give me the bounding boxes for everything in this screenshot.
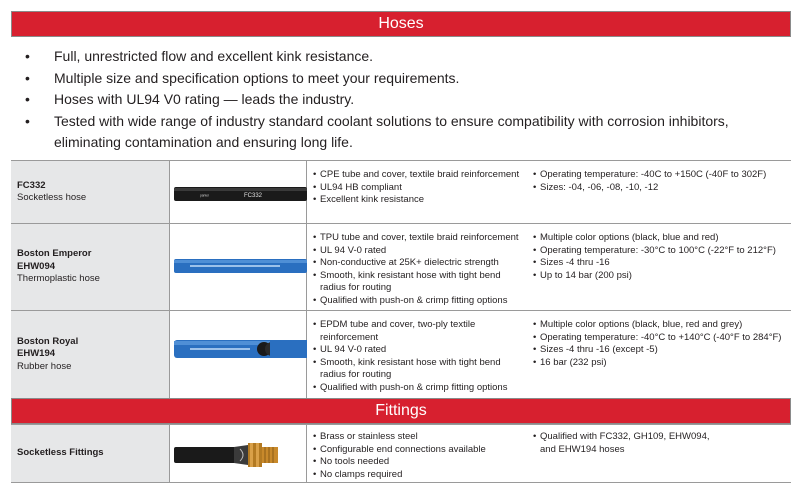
spec-item: • Sizes -4 thru -16 (except -5) xyxy=(533,344,791,357)
spec-item: • Sizes -4 thru -16 xyxy=(533,257,791,270)
hose-brand-mark: parker xyxy=(200,193,210,198)
feature-item: • Tested with wide range of industry standard coolant solutions to ensure compatibility with corrosion inhibitors, eliminating contamination and ensuring long life. xyxy=(25,112,729,150)
spec-item: • Brass or stainless steel xyxy=(313,431,528,444)
product-specs xyxy=(307,311,791,398)
product-row-fc332 xyxy=(11,160,791,223)
product-type: Thermoplastic hose xyxy=(17,273,100,285)
spec-item: • Configurable end connections available xyxy=(313,444,528,457)
spec-column-right xyxy=(533,319,791,369)
spec-item: • Qualified with FC332, GH109, EHW094, and EHW194 hoses xyxy=(533,431,713,456)
feature-item: • Full, unrestricted flow and excellent kink resistance. xyxy=(11,46,791,68)
spec-item: • 16 bar (232 psi) xyxy=(533,357,791,370)
bullet: • xyxy=(25,69,30,86)
spec-item: • Multiple color options (black, blue, red and grey) xyxy=(533,319,791,332)
hose-image-ehw194 xyxy=(170,311,307,398)
product-code: EHW194 xyxy=(17,348,56,360)
bullet: • xyxy=(25,91,30,107)
product-name: FC332 xyxy=(17,179,46,191)
product-name-cell xyxy=(11,311,170,398)
fitting-image xyxy=(170,425,307,482)
fittings-section-header: Fittings xyxy=(11,398,791,424)
spec-item: • No clamps required xyxy=(313,469,528,482)
product-name-cell xyxy=(11,425,170,482)
product-name: Boston Emperor xyxy=(17,248,92,260)
spec-column-right xyxy=(533,431,713,456)
spec-item: • Qualified with push-on & crimp fitting options xyxy=(313,295,528,308)
product-specs xyxy=(307,425,791,482)
hose-print-text: FC332 xyxy=(244,193,263,199)
spec-item: • Operating temperature: -40°C to +140°C (-40°F to 284°F) xyxy=(533,332,791,345)
bullet: • xyxy=(25,112,30,129)
product-row-boston-emperor xyxy=(11,223,791,310)
spec-column-right xyxy=(533,169,791,194)
spec-item: • Sizes: -04, -06, -08, -10, -12 xyxy=(533,182,791,195)
product-specs xyxy=(307,224,791,310)
spec-item: • Operating temperature: -30°C to 100°C (-22°F to 212°F) xyxy=(533,245,791,258)
spec-item: • No tools needed xyxy=(313,456,528,469)
product-row-socketless-fittings xyxy=(11,424,791,483)
feature-item: • Hoses with UL94 V0 rating — leads the industry. xyxy=(11,89,791,111)
hoses-section-header: Hoses xyxy=(11,11,791,37)
product-name-cell xyxy=(11,161,170,223)
spec-item: • Qualified with push-on & crimp fitting options xyxy=(313,382,528,395)
spec-item: • EPDM tube and cover, two-ply textile reinforcement xyxy=(313,319,528,344)
spec-column-left xyxy=(313,431,528,481)
spec-item: • Up to 14 bar (200 psi) xyxy=(533,270,791,283)
product-type: Socketless hose xyxy=(17,192,87,203)
product-type: Rubber hose xyxy=(17,360,72,372)
spec-item: • CPE tube and cover, textile braid reinforcement xyxy=(313,169,528,182)
product-name: Socketless Fittings xyxy=(17,447,104,459)
hoses-feature-list xyxy=(11,37,791,160)
spec-item: • UL 94 V-0 rated xyxy=(313,344,528,357)
spec-item: • Excellent kink resistance xyxy=(313,194,528,207)
spec-item: • UL94 HB compliant xyxy=(313,182,528,195)
fitting-brass-thread xyxy=(262,447,278,463)
spec-column-left xyxy=(313,169,528,207)
spec-column-left xyxy=(313,319,528,395)
spec-item: • Smooth, kink resistant hose with tight bend radius for routing xyxy=(313,270,528,295)
spec-column-left xyxy=(313,232,528,308)
bullet: • xyxy=(25,48,30,64)
product-code: EHW094 xyxy=(17,260,56,272)
fitting-hose-body xyxy=(174,447,238,463)
product-specs xyxy=(307,161,791,223)
spec-item: • UL 94 V-0 rated xyxy=(313,245,528,258)
spec-column-right xyxy=(533,232,791,282)
product-name: Boston Royal xyxy=(17,335,79,347)
feature-item: • Multiple size and specification options to meet your requirements. xyxy=(11,68,791,90)
spec-item: • TPU tube and cover, textile braid reinforcement xyxy=(313,232,528,245)
hose-image-ehw094 xyxy=(170,224,307,310)
spec-item: • Operating temperature: -40C to +150C (-40F to 302F) xyxy=(533,169,791,182)
hose-image-fc332 xyxy=(170,161,307,223)
spec-item: • Multiple color options (black, blue and red) xyxy=(533,232,791,245)
product-name-cell xyxy=(11,224,170,310)
spec-item: • Smooth, kink resistant hose with tight bend radius for routing xyxy=(313,357,528,382)
product-row-boston-royal xyxy=(11,310,791,398)
spec-item: • Non-conductive at 25K+ dielectric strength xyxy=(313,257,528,270)
